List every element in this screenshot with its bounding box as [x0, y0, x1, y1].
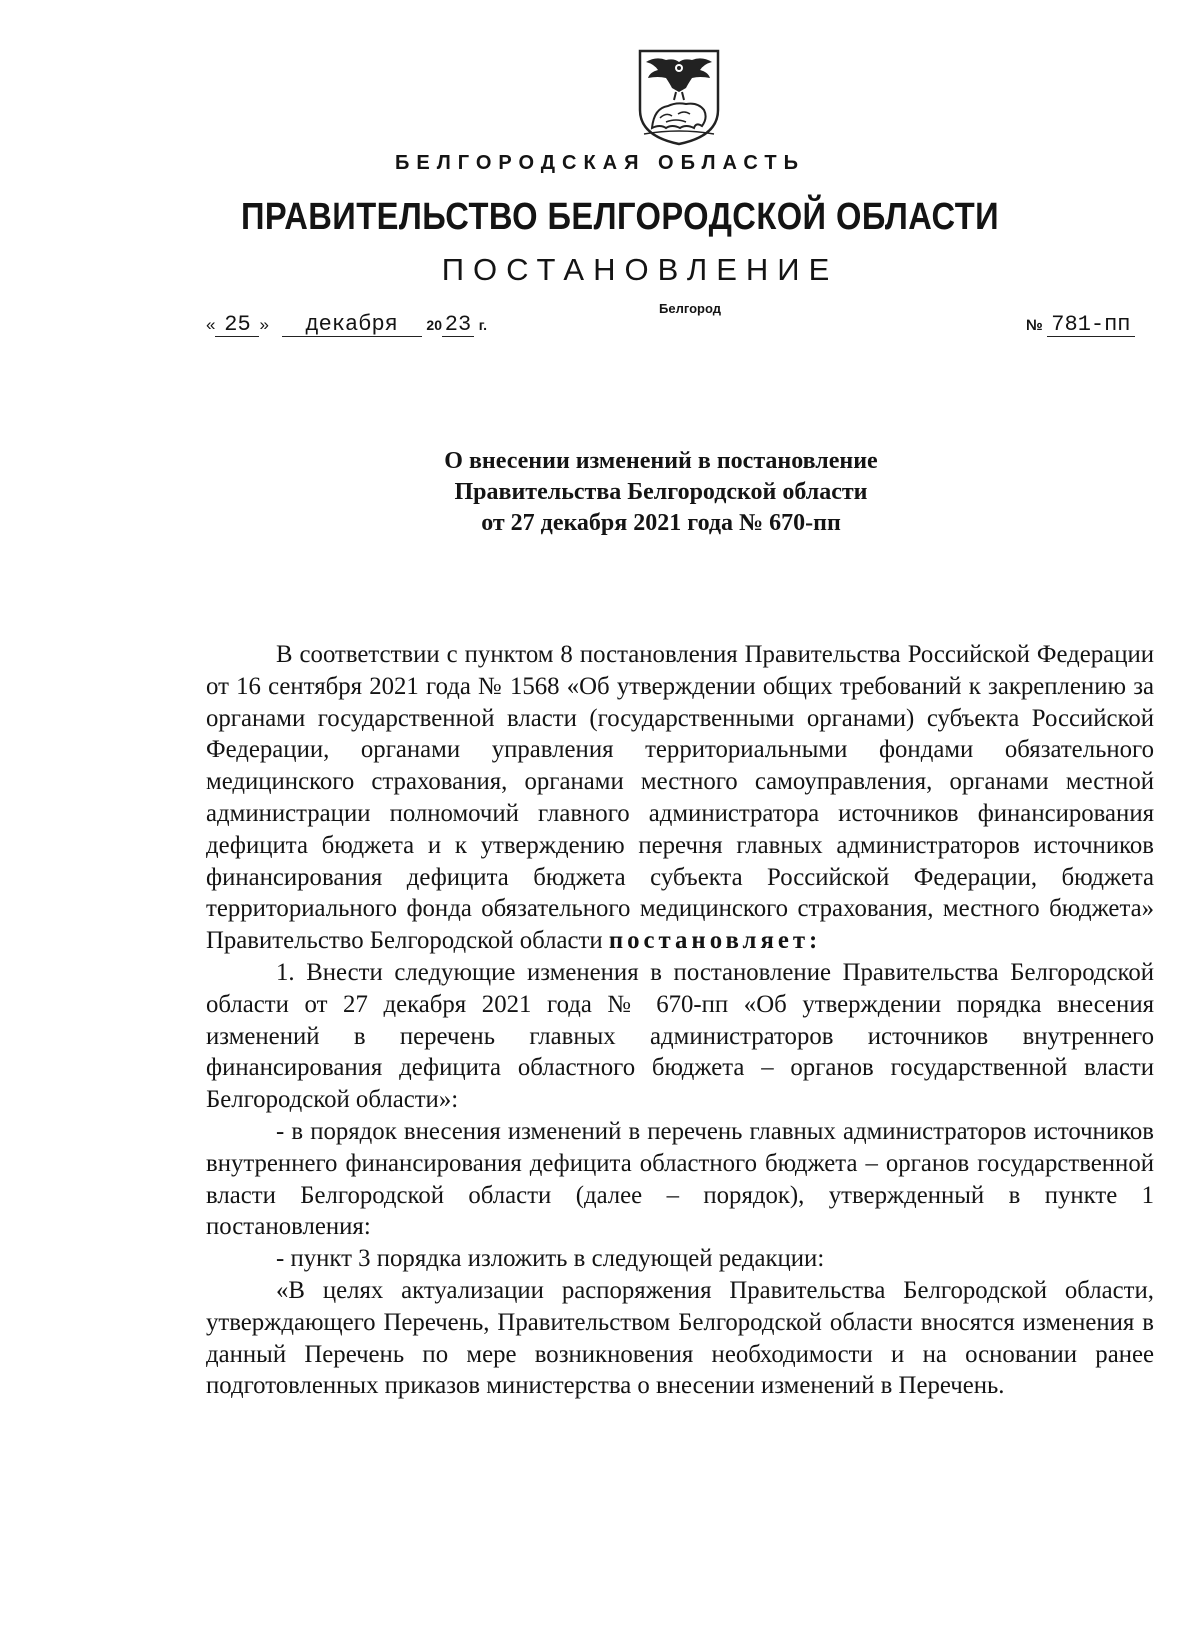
document-type: ПОСТАНОВЛЕНИЕ [441, 252, 839, 287]
decree-word: постановляет: [608, 927, 822, 955]
date-close-quote: » [259, 315, 269, 334]
government-name: ПРАВИТЕЛЬСТВО БЕЛГОРОДСКОЙ ОБЛАСТИ [240, 196, 1000, 238]
city-name: Белгород [659, 301, 721, 316]
coat-of-arms-icon [636, 48, 722, 146]
title-line-1: О внесении изменений в постановление [444, 448, 878, 474]
title-line-2: Правительства Белгородской области [454, 479, 868, 505]
date-month: декабря [282, 314, 422, 337]
date-day: 25 [215, 314, 259, 337]
date-year-mark: г. [478, 317, 488, 333]
subitem-point-3: - пункт 3 порядка изложить в следующей редакции: [276, 1245, 825, 1273]
preamble-text: В соответствии с пунктом 8 постановления Правительства Российской Федерации от 16 сентября 2021 года № 1568 «Об утверждении общих требований к закреплению за органами государственной власти (государственными органами) субъекта Российской Федерации, органами управления территориальными фондами обязательного медицинского страхования, органами местного самоуправления, органами местной администрации полномочий главного администратора источников финансирования дефицита бюджета и к утверждению перечня главных администраторов источников финансирования дефицита бюджета субъекта Российской Федерации, бюджета территориального фонда обязательного медицинского страхования, местного бюджета» Правительство Белгородской области [206, 641, 1154, 955]
date-year-prefix: 20 [426, 317, 442, 333]
document-body [206, 639, 1154, 1402]
document-number [1026, 314, 1135, 337]
quoted-paragraph: «В целях актуализации распоряжения Правительства Белгородской области, утверждающего Перечень, Правительством Белгородской области вносятся изменения в данный Перечень по мере возникновения необходимости и на основании ранее подготовленных приказов министерства о внесении изменений в Перечень. [206, 1276, 1154, 1400]
date-open-quote: « [206, 315, 216, 334]
subitem-paragraph: - в порядок внесения изменений в перечень главных администраторов источников внутреннего финансирования дефицита областного бюджета – органов государственной власти Белгородской области (далее – порядок), утвержденный в пункте 1 постановления: [206, 1117, 1154, 1241]
region-name: БЕЛГОРОДСКАЯ ОБЛАСТЬ [395, 152, 805, 174]
document-date [206, 314, 487, 337]
document-title [0, 446, 1200, 539]
date-year-suffix: 23 [442, 314, 474, 337]
item-1-paragraph: 1. Внести следующие изменения в постановление Правительства Белгородской области от 27 декабря 2021 года № 670-пп «Об утверждении порядка внесения изменений в перечень главных администраторов источников внутреннего финансирования дефицита областного бюджета – органов государственной власти Белгородской области»: [206, 958, 1154, 1114]
number-prefix: № [1026, 317, 1043, 334]
preamble-paragraph [206, 639, 1154, 957]
number-value: 781-пп [1047, 314, 1135, 337]
title-line-3: от 27 декабря 2021 года № 670-пп [481, 510, 841, 536]
